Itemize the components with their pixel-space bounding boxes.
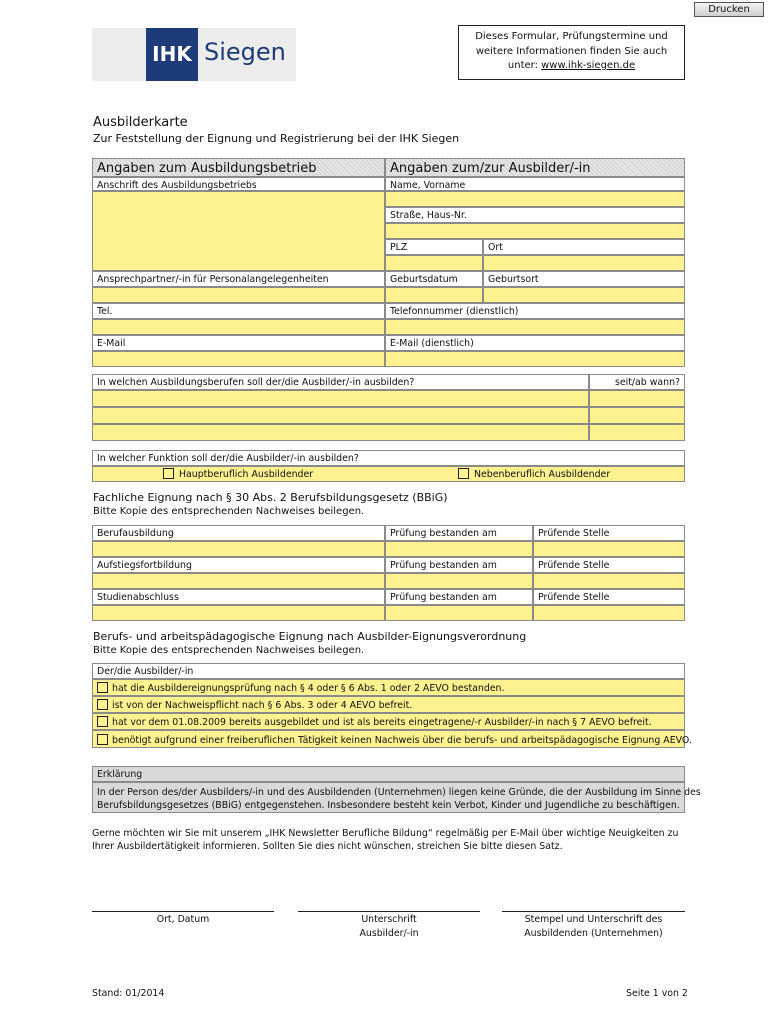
newsletter-line-2: Ihrer Ausbildertätigkeit informieren. Sollten Sie dies nicht wünschen, streichen Sie bitte diesen Satz. [92,841,563,852]
print-button[interactable]: Drucken [694,2,764,17]
aufstiegsfortbildung-stelle-field[interactable] [533,573,685,589]
fachlich-row-label-cell [92,525,385,541]
info-line-1: Dieses Formular, Prüfungstermine und [475,31,668,42]
aevo-option-2-checkbox[interactable] [97,699,108,710]
berufe-question: In welchen Ausbildungsberufen soll der/die Ausbilder/-in ausbilden? [97,377,415,388]
unterschrift-line [298,911,480,912]
nebenberuflich-label: Nebenberuflich Ausbildender [474,469,611,480]
stelle-label: Prüfende Stelle [538,592,610,603]
anschrift-label-cell [92,177,385,191]
logo-siegen-text: Siegen [204,38,286,66]
stelle-label: Prüfende Stelle [538,560,610,571]
funktion-question-cell [92,450,685,466]
berufausbildung-stelle-field[interactable] [533,541,685,557]
aevo-option-1-label: hat die Ausbildereignungsprüfung nach § 4 oder § 6 Abs. 1 oder 2 AEVO bestanden. [112,683,505,694]
ort-field[interactable] [483,255,685,271]
paedagogisch-box-head: Der/die Ausbilder/-in [97,666,194,677]
erklaerung-body [92,782,701,813]
fachlich-pruefung-cell [385,525,533,541]
stempel-label-line-1: Stempel und Unterschrift des [524,914,663,925]
plz-label-cell [385,239,483,255]
geburtsort-label: Geburtsort [488,274,539,285]
page-subtitle: Zur Feststellung der Eignung und Registrierung bei der IHK Siegen [93,132,460,145]
unterschrift-label [298,914,480,940]
berufausbildung-field[interactable] [92,541,385,557]
studienabschluss-stelle-field[interactable] [533,605,685,621]
ort-label-cell [483,239,685,255]
anschrift-field[interactable] [92,191,385,271]
paedagogisch-box-head-cell [92,663,685,679]
studienabschluss-field[interactable] [92,605,385,621]
berufe-question-cell [92,374,589,390]
telefon-label-cell [385,303,685,319]
ihk-siegen-logo [92,28,296,81]
fachlich-stelle-cell [533,557,685,573]
stempel-label-line-2: Ausbildenden (Unternehmen) [524,928,663,940]
pruefung-label: Prüfung bestanden am [390,560,497,571]
aevo-option-4-label: benötigt aufgrund einer freiberuflichen Tätigkeit keinen Nachweis über die berufs- und arbeitspädagogische Eignung AEVO. [112,735,692,746]
hauptberuflich-label: Hauptberuflich Ausbildender [179,469,314,480]
info-line-3-prefix: unter: [507,60,542,71]
ausbilder-email-field[interactable] [385,351,685,367]
newsletter-line-1: Gerne möchten wir Sie mit unserem „IHK Newsletter Berufliche Bildung“ regelmäßig per E-Mail über wichtige Neuigkeiten zu [92,828,679,839]
unterschrift-label-line-2: Ausbilder/-in [359,928,419,940]
name-field[interactable] [385,191,685,207]
geburtsdatum-label: Geburtsdatum [390,274,458,285]
ort-datum-line [92,911,274,912]
ort-label: Ort [488,242,503,253]
email-field[interactable] [92,351,385,367]
fachlich-pruefung-cell [385,589,533,605]
erklaerung-line-2: Berufsbildungsgesetzes (BBiG) entgegenstehen. Insbesondere besteht kein Verbot, Kinder und Jugendliche zu beschäftigen. [97,800,680,812]
telefon-field[interactable] [385,319,685,335]
erklaerung-heading: Erklärung [97,769,143,780]
footer-seite: Seite 1 von 2 [626,988,688,999]
geburtsdatum-field[interactable] [385,287,483,303]
fachlich-stelle-cell [533,525,685,541]
berufe-since-label: seit/ab wann? [614,377,680,388]
aevo-option-3-checkbox[interactable] [97,716,108,727]
ausbilder-email-label-cell [385,335,685,351]
ansprechpartner-label-cell [92,271,385,287]
ihk-website-link[interactable]: www.ihk-siegen.de [541,60,636,71]
aevo-option-4-checkbox[interactable] [97,734,108,745]
stempel-line [502,911,685,912]
hauptberuflich-checkbox[interactable] [163,468,174,479]
ausbilder-email-label: E-Mail (dienstlich) [390,338,474,349]
info-line-3 [459,59,684,74]
tel-field[interactable] [92,319,385,335]
fachlich-row-label-cell [92,589,385,605]
aevo-option-row [92,730,692,748]
aevo-option-2-label: ist von der Nachweispflicht nach § 6 Abs. 3 oder 4 AEVO befreit. [112,700,413,711]
strasse-field[interactable] [385,223,685,239]
page-title: Ausbilderkarte [93,115,188,130]
beruf-date-field-3[interactable] [589,424,685,441]
beruf-field-2[interactable] [92,407,589,424]
geburtsdatum-label-cell [385,271,483,287]
berufausbildung-date-field[interactable] [385,541,533,557]
aevo-option-row [92,713,685,730]
tel-label: Tel. [97,306,113,317]
strasse-label-cell [385,207,685,223]
aevo-option-row [92,679,685,696]
geburtsort-field[interactable] [483,287,685,303]
aufstiegsfortbildung-field[interactable] [92,573,385,589]
logo-ihk-text: IHK [146,28,198,81]
name-label-cell [385,177,685,191]
funktion-options-row [92,466,685,482]
unterschrift-label-line-1: Unterschrift [361,914,417,925]
plz-field[interactable] [385,255,483,271]
info-line-2: weitere Informationen finden Sie auch [475,45,668,57]
erklaerung-line-1: In der Person des/der Ausbilders/-in und des Ausbildenden (Unternehmen) liegen keine Gründe, die der Ausbildung im Sinne des [97,787,701,798]
beruf-date-field-1[interactable] [589,390,685,407]
betrieb-heading: Angaben zum Ausbildungsbetrieb [92,158,385,177]
berufausbildung-label: Berufausbildung [97,528,174,539]
nebenberuflich-checkbox[interactable] [458,468,469,479]
pruefung-label: Prüfung bestanden am [390,528,497,539]
email-label: E-Mail [97,338,126,349]
tel-label-cell [92,303,385,319]
aevo-option-row [92,696,685,713]
beruf-field-3[interactable] [92,424,589,441]
aufstiegsfortbildung-date-field[interactable] [385,573,533,589]
ansprechpartner-field[interactable] [92,287,385,303]
paedagogisch-heading: Berufs- und arbeitspädagogische Eignung nach Ausbilder-Eignungsverordnung [93,630,527,643]
ansprechpartner-label: Ansprechpartner/-in für Personalangelegenheiten [97,274,329,285]
telefon-label: Telefonnummer (dienstlich) [390,306,519,317]
footer-stand: Stand: 01/2014 [92,988,165,999]
fachlich-stelle-cell [533,589,685,605]
fachlich-heading: Fachliche Eignung nach § 30 Abs. 2 Berufsbildungsgesetz (BBiG) [93,491,448,504]
anschrift-label: Anschrift des Ausbildungsbetriebs [97,180,257,191]
aevo-option-1-checkbox[interactable] [97,682,108,693]
stelle-label: Prüfende Stelle [538,528,610,539]
ausbilder-heading: Angaben zum/zur Ausbilder/-in [385,158,685,177]
studienabschluss-label: Studienabschluss [97,592,179,603]
plz-label: PLZ [390,242,408,253]
info-box [458,25,685,80]
fachlich-note: Bitte Kopie des entsprechenden Nachweises beilegen. [93,506,365,517]
geburtsort-label-cell [483,271,685,287]
studienabschluss-date-field[interactable] [385,605,533,621]
fachlich-pruefung-cell [385,557,533,573]
beruf-date-field-2[interactable] [589,407,685,424]
berufe-since-cell [589,374,685,390]
fachlich-row-label-cell [92,557,385,573]
stempel-label [502,914,685,940]
paedagogisch-note: Bitte Kopie des entsprechenden Nachweises beilegen. [93,645,365,656]
aevo-option-3-label: hat vor dem 01.08.2009 bereits ausgebildet und ist als bereits eingetragene/-r Ausbilder/-in nach § 7 AEVO befreit. [112,717,652,728]
funktion-question: In welcher Funktion soll der/die Ausbilder/-in ausbilden? [97,453,359,464]
pruefung-label: Prüfung bestanden am [390,592,497,603]
name-label: Name, Vorname [390,180,466,191]
beruf-field-1[interactable] [92,390,589,407]
strasse-label: Straße, Haus-Nr. [390,210,467,221]
ort-datum-label: Ort, Datum [156,914,210,925]
email-label-cell [92,335,385,351]
erklaerung-head-cell [92,766,685,782]
aufstiegsfortbildung-label: Aufstiegsfortbildung [97,560,192,571]
